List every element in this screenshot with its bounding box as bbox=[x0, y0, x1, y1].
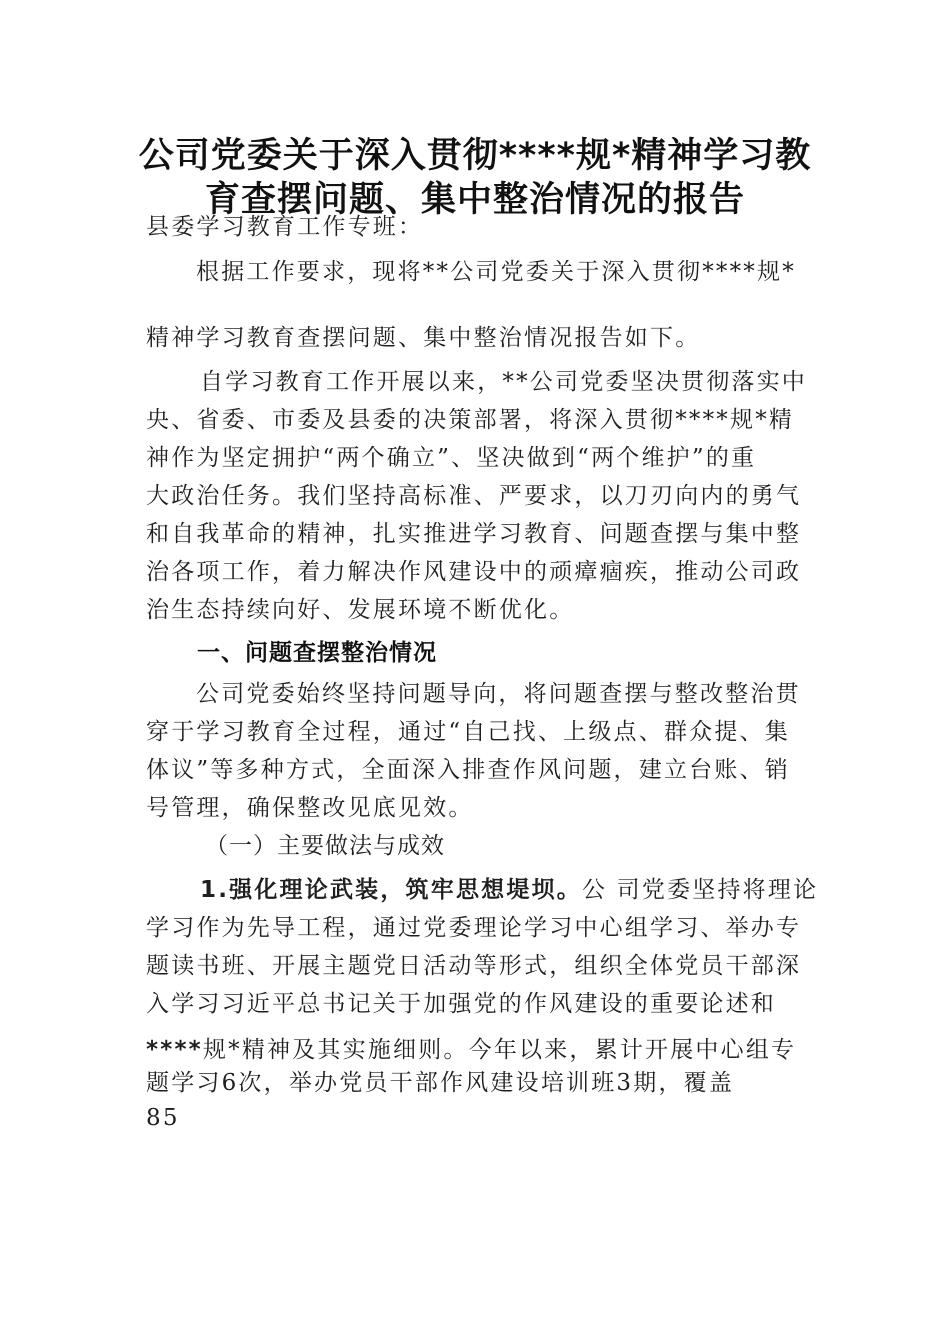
document-title-line-1: 公司党委关于深入贯彻****规*精神学习教 bbox=[138, 136, 812, 176]
subsection-heading-1: （一）主要做法与成效 bbox=[205, 833, 445, 859]
paragraph-3-line-3: 体议”等多种方式，全面深入排查作风问题，建立台账、销 bbox=[146, 757, 790, 783]
paragraph-2-line-1: 自学习教育工作开展以来，**公司党委坚决贯彻落实中 bbox=[200, 369, 807, 395]
paragraph-4-line-5-lead: **** bbox=[146, 1037, 203, 1063]
paragraph-4-lead: 1.强化理论武装，筑牢思想堤坝。 bbox=[200, 877, 582, 903]
paragraph-4-line-6: 题学习6次，举办党员干部作风建设培训班3期，覆盖 bbox=[146, 1070, 735, 1096]
paragraph-2-line-3: 神作为坚定拥护“两个确立”、坚决做到“两个维护”的重 bbox=[146, 445, 757, 471]
paragraph-4-line-1-rest: 公 司党委坚持将理论 bbox=[581, 877, 819, 903]
paragraph-1-line-1: 根据工作要求，现将**公司党委关于深入贯彻****规* bbox=[196, 259, 796, 285]
paragraph-4-line-7: 85 bbox=[146, 1105, 180, 1131]
paragraph-4-line-3: 题读书班、开展主题党日活动等形式，组织全体党员干部深 bbox=[146, 953, 802, 979]
paragraph-1-line-2: 精神学习教育查摆问题、集中整治情况报告如下。 bbox=[146, 325, 701, 351]
paragraph-4-line-5 bbox=[146, 1035, 806, 1065]
paragraph-2-line-5: 和自我革命的精神，扎实推进学习教育、问题查摆与集中整 bbox=[146, 521, 802, 547]
document-title-line-2: 育查摆问题、集中整治情况的报告 bbox=[204, 180, 745, 220]
paragraph-4-line-1 bbox=[200, 875, 819, 905]
paragraph-2-line-2: 央、省委、市委及县委的决策部署，将深入贯彻****规*精 bbox=[146, 407, 795, 433]
paragraph-3-line-1: 公司党委始终坚持问题导向，将问题查摆与整改整治贯 bbox=[196, 681, 801, 707]
paragraph-4-line-5-rest: 规*精神及其实施细则。今年以来，累计开展中心组专 bbox=[202, 1037, 797, 1063]
paragraph-2-line-6: 治各项工作，着力解决作风建设中的顽瘴痼疾，推动公司政 bbox=[146, 559, 802, 585]
paragraph-4-line-2: 学习作为先导工程，通过党委理论学习中心组学习、举办专 bbox=[146, 915, 802, 941]
paragraph-3-line-2: 穿于学习教育全过程，通过“自己找、上级点、群众提、集 bbox=[146, 719, 790, 745]
paragraph-3-line-4: 号管理，确保整改见底见效。 bbox=[146, 795, 474, 821]
section-heading-1: 一、问题查摆整治情况 bbox=[197, 640, 437, 666]
salutation: 县委学习教育工作专班： bbox=[146, 214, 424, 240]
paragraph-2-line-4: 大政治任务。我们坚持高标准、严要求，以刀刃向内的勇气 bbox=[146, 483, 802, 509]
paragraph-2-line-7: 治生态持续向好、发展环境不断优化。 bbox=[146, 597, 575, 623]
paragraph-4-line-4: 入学习习近平总书记关于加强党的作风建设的重要论述和 bbox=[146, 991, 776, 1017]
